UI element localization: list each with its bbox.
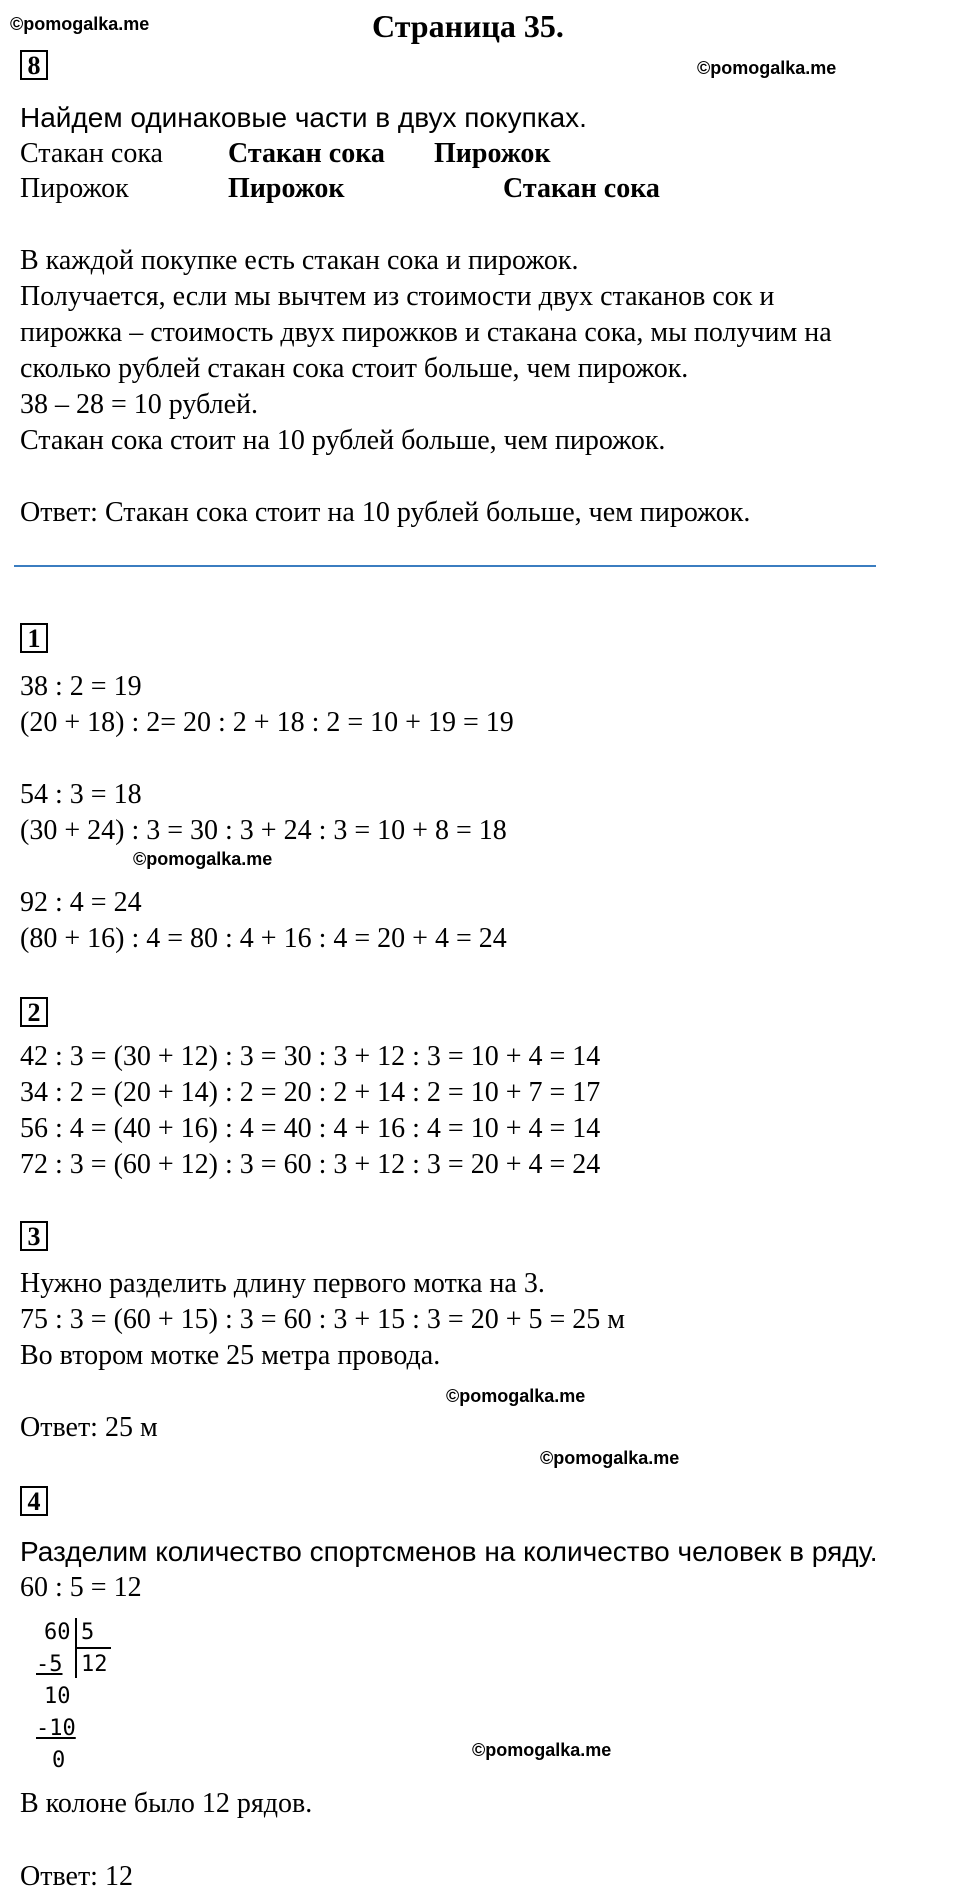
divisor: 5	[81, 1620, 95, 1645]
task1-line: 92 : 4 = 24	[20, 887, 142, 918]
watermark: ©pomogalka.me	[697, 58, 837, 78]
purchase2-item2: Пирожок	[228, 173, 345, 204]
subtrahend-1: -5	[36, 1652, 63, 1677]
page-title: Страница 35.	[372, 8, 564, 44]
remainder-1: 10	[44, 1684, 71, 1709]
task1-line: 38 : 2 = 19	[20, 671, 142, 702]
task2-line: 72 : 3 = (60 + 12) : 3 = 60 : 3 + 12 : 3 = 20 + 4 = 24	[20, 1149, 601, 1180]
task-number-3: 3	[20, 1221, 48, 1251]
task1-line: 54 : 3 = 18	[20, 779, 142, 810]
task2-line: 34 : 2 = (20 + 14) : 2 = 20 : 2 + 14 : 2 = 10 + 7 = 17	[20, 1077, 601, 1108]
watermark: ©pomogalka.me	[540, 1448, 680, 1468]
task3-answer: Ответ: 25 м	[20, 1412, 158, 1443]
task8-line: 38 – 28 = 10 рублей.	[20, 389, 258, 420]
task8-line: В каждой покупке есть стакан сока и пирожок.	[20, 245, 579, 276]
watermark: ©pomogalka.me	[10, 14, 150, 34]
quotient: 12	[81, 1652, 108, 1677]
task4-line: Разделим количество спортсменов на количество человек в ряду.	[20, 1536, 878, 1567]
dividend: 60	[44, 1620, 71, 1645]
task8-intro: Найдем одинаковые части в двух покупках.	[20, 102, 587, 133]
task4-answer: Ответ: 12	[20, 1861, 133, 1892]
task3-line: 75 : 3 = (60 + 15) : 3 = 60 : 3 + 15 : 3 = 20 + 5 = 25 м	[20, 1304, 626, 1335]
division-horizontal-line	[77, 1647, 111, 1649]
task3-line: Нужно разделить длину первого мотка на 3.	[20, 1268, 545, 1299]
task8-line: Стакан сока стоит на 10 рублей больше, чем пирожок.	[20, 425, 666, 456]
task8-line: сколько рублей стакан сока стоит больше, чем пирожок.	[20, 353, 689, 384]
task-number-1: 1	[20, 623, 48, 653]
task4-conclusion: В колоне было 12 рядов.	[20, 1788, 313, 1819]
section-divider	[14, 565, 876, 567]
purchase1-item1: Стакан сока	[20, 138, 163, 169]
task3-line: Во втором мотке 25 метра провода.	[20, 1340, 441, 1371]
watermark: ©pomogalka.me	[472, 1740, 612, 1760]
task1-line: (30 + 24) : 3 = 30 : 3 + 24 : 3 = 10 + 8 = 18	[20, 815, 507, 846]
task1-line: (80 + 16) : 4 = 80 : 4 + 16 : 4 = 20 + 4 = 24	[20, 923, 507, 954]
task2-line: 56 : 4 = (40 + 16) : 4 = 40 : 4 + 16 : 4 = 10 + 4 = 14	[20, 1113, 601, 1144]
task8-answer: Ответ: Стакан сока стоит на 10 рублей больше, чем пирожок.	[20, 497, 751, 528]
subtrahend-2: -10	[36, 1716, 76, 1741]
remainder-2: 0	[52, 1748, 66, 1773]
task-number-4: 4	[20, 1486, 48, 1516]
task8-line: пирожка – стоимость двух пирожков и стакана сока, мы получим на	[20, 317, 832, 348]
purchase1-item3: Пирожок	[434, 138, 551, 169]
task8-line: Получается, если мы вычтем из стоимости двух стаканов сок и	[20, 281, 775, 312]
watermark: ©pomogalka.me	[133, 849, 273, 869]
task4-line: 60 : 5 = 12	[20, 1572, 142, 1603]
purchase2-item1: Пирожок	[20, 173, 129, 204]
task1-line: (20 + 18) : 2= 20 : 2 + 18 : 2 = 10 + 19 = 19	[20, 707, 514, 738]
watermark: ©pomogalka.me	[446, 1386, 586, 1406]
task2-line: 42 : 3 = (30 + 12) : 3 = 30 : 3 + 12 : 3 = 10 + 4 = 14	[20, 1041, 601, 1072]
task-number-2: 2	[20, 997, 48, 1027]
purchase2-item3: Стакан сока	[503, 173, 660, 204]
task-number-8: 8	[20, 50, 48, 80]
purchase1-item2: Стакан сока	[228, 138, 385, 169]
